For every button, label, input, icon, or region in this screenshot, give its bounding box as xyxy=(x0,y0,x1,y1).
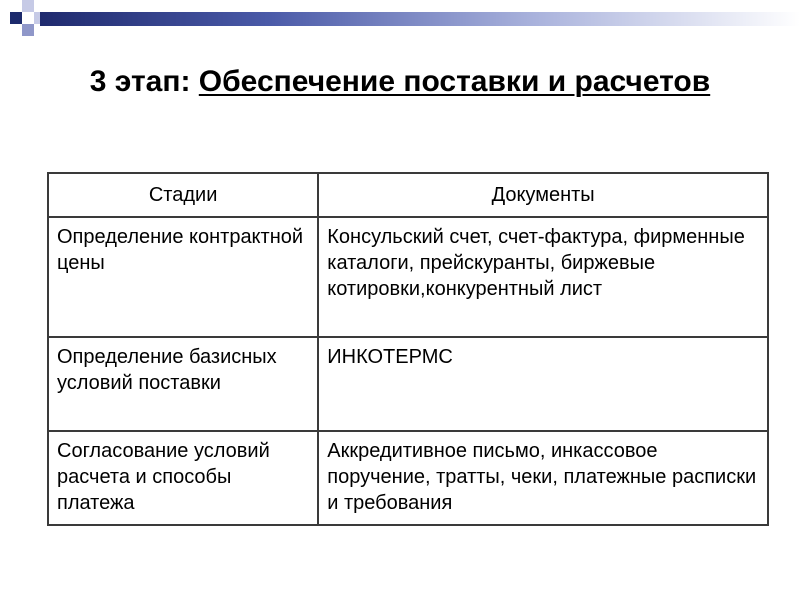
documents-cell: ИНКОТЕРМС xyxy=(318,337,768,431)
stage-cell: Определение контрактной цены xyxy=(48,217,318,337)
table-row xyxy=(48,217,768,337)
header-gradient-bar xyxy=(40,12,800,26)
slide-title-underlined: Обеспечение поставки и расчетов xyxy=(198,65,711,98)
documents-cell: Консульский счет, счет-фактура, фирменные каталоги, прейскуранты, биржевые котировки,конкурентный лист xyxy=(318,217,768,337)
table-row xyxy=(48,431,768,525)
decor-square-icon xyxy=(10,12,22,24)
header-decoration-band xyxy=(0,0,800,48)
column-header-documents: Документы xyxy=(318,173,768,217)
slide-title xyxy=(60,62,740,102)
slide-title-prefix: 3 этап: xyxy=(89,65,199,98)
documents-cell: Аккредитивное письмо, инкассовое поручение, тратты, чеки, платежные расписки и требования xyxy=(318,431,768,525)
decor-square-icon xyxy=(22,24,34,36)
stage-cell: Согласование условий расчета и способы платежа xyxy=(48,431,318,525)
decor-square-icon xyxy=(22,0,34,12)
stages-documents-table xyxy=(47,172,769,526)
stage-cell: Определение базисных условий поставки xyxy=(48,337,318,431)
table-header-row xyxy=(48,173,768,217)
column-header-stages: Стадии xyxy=(48,173,318,217)
table-row xyxy=(48,337,768,431)
